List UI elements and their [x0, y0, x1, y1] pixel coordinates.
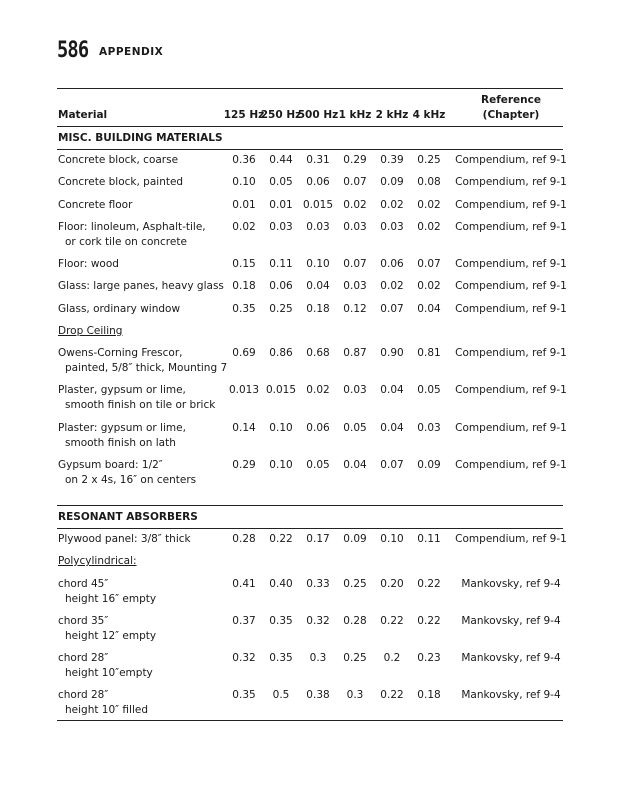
coefficient-cell: 0.90: [380, 347, 404, 359]
material-line: height 12″ empty: [65, 630, 157, 642]
coefficient-cell: 0.10: [306, 258, 330, 270]
coefficient-cell: 0.22: [417, 615, 441, 627]
coefficient-cell: 0.06: [269, 280, 293, 292]
coefficient-cell: 0.32: [306, 615, 330, 627]
coefficient-cell: 0.04: [343, 459, 367, 471]
coefficient-cell: 0.11: [269, 258, 293, 270]
reference-cell: Compendium, ref 9-1: [455, 154, 567, 166]
material-cell: [58, 198, 132, 213]
coefficient-cell: 0.28: [232, 533, 256, 545]
material-line: smooth finish on tile or brick: [65, 399, 216, 411]
table-rule: [57, 126, 563, 127]
coefficient-cell: 0.03: [343, 280, 367, 292]
coefficient-cell: 0.015: [302, 199, 334, 211]
coefficient-cell: 0.18: [306, 303, 330, 315]
coefficient-cell: 0.69: [232, 347, 256, 359]
coefficient-cell: 0.44: [269, 154, 293, 166]
coefficient-cell: 0.10: [380, 533, 404, 545]
coefficient-cell: 0.05: [343, 422, 367, 434]
reference-cell: Compendium, ref 9-1: [455, 258, 567, 270]
coefficient-cell: 0.35: [232, 689, 256, 701]
running-head: APPENDIX: [99, 46, 164, 58]
coefficient-cell: 0.10: [269, 422, 293, 434]
coefficient-cell: 0.03: [343, 221, 367, 233]
page-number: 586: [57, 38, 89, 63]
freq-header: 1 kHz: [338, 109, 372, 121]
coefficient-cell: 0.36: [232, 154, 256, 166]
material-line: Gypsum board: 1/2″: [58, 459, 163, 471]
freq-header: 4 kHz: [412, 109, 446, 121]
material-line: Concrete block, painted: [58, 176, 184, 188]
coefficient-cell: 0.25: [269, 303, 293, 315]
reference-cell: Compendium, ref 9-1: [455, 384, 567, 396]
coefficient-cell: 0.35: [269, 615, 293, 627]
material-cell: [58, 175, 183, 190]
coefficient-cell: 0.11: [417, 533, 441, 545]
material-cell: [58, 383, 215, 413]
material-cell: [58, 153, 178, 168]
coefficient-cell: 0.09: [343, 533, 367, 545]
reference-cell: Compendium, ref 9-1: [455, 422, 567, 434]
coefficient-cell: 0.10: [269, 459, 293, 471]
freq-header: 125 Hz: [223, 109, 265, 121]
material-line: painted, 5/8″ thick, Mounting 7: [65, 362, 228, 374]
coefficient-cell: 0.07: [380, 459, 404, 471]
subheading: Polycylindrical:: [58, 555, 137, 567]
coefficient-cell: 0.25: [343, 652, 367, 664]
coefficient-cell: 0.03: [306, 221, 330, 233]
material-line: Glass, ordinary window: [58, 303, 181, 315]
coefficient-cell: 0.02: [417, 280, 441, 292]
material-line: height 10″ filled: [65, 704, 149, 716]
coefficient-cell: 0.12: [343, 303, 367, 315]
coefficient-cell: 0.68: [306, 347, 330, 359]
section-title: MISC. BUILDING MATERIALS: [58, 132, 223, 144]
material-cell: [58, 458, 196, 488]
coefficient-cell: 0.35: [232, 303, 256, 315]
coefficient-cell: 0.87: [343, 347, 367, 359]
reference-cell: Compendium, ref 9-1: [455, 280, 567, 292]
material-line: Owens-Corning Frescor,: [58, 347, 183, 359]
coefficient-cell: 0.05: [306, 459, 330, 471]
coefficient-cell: 0.06: [306, 422, 330, 434]
section-title: RESONANT ABSORBERS: [58, 511, 198, 523]
coefficient-cell: 0.01: [269, 199, 293, 211]
coefficient-cell: 0.37: [232, 615, 256, 627]
coefficient-cell: 0.015: [265, 384, 297, 396]
material-cell: [58, 614, 156, 644]
coefficient-cell: 0.29: [343, 154, 367, 166]
coefficient-cell: 0.07: [343, 176, 367, 188]
coefficient-cell: 0.09: [417, 459, 441, 471]
material-cell: [58, 688, 148, 718]
material-line: Floor: linoleum, Asphalt-tile,: [58, 221, 206, 233]
freq-header: 250 Hz: [260, 109, 302, 121]
coefficient-cell: 0.02: [417, 199, 441, 211]
material-cell: [58, 421, 186, 451]
coefficient-cell: 0.33: [306, 578, 330, 590]
coefficient-cell: 0.05: [417, 384, 441, 396]
material-line: chord 28″: [58, 652, 109, 664]
coefficient-cell: 0.25: [343, 578, 367, 590]
material-cell: [58, 577, 156, 607]
coefficient-cell: 0.35: [269, 652, 293, 664]
reference-cell: Compendium, ref 9-1: [455, 221, 567, 233]
material-line: chord 35″: [58, 615, 109, 627]
reference-cell: Mankovsky, ref 9-4: [461, 578, 561, 590]
coefficient-cell: 0.09: [380, 176, 404, 188]
coefficient-cell: 0.81: [417, 347, 441, 359]
material-line: smooth finish on lath: [65, 437, 176, 449]
material-line: height 16″ empty: [65, 593, 157, 605]
coefficient-cell: 0.01: [232, 199, 256, 211]
coefficient-cell: 0.18: [232, 280, 256, 292]
freq-header: 2 kHz: [375, 109, 409, 121]
table-rule: [57, 528, 563, 529]
material-line: Plaster, gypsum or lime,: [58, 384, 186, 396]
coefficient-cell: 0.86: [269, 347, 293, 359]
material-line: chord 45″: [58, 578, 109, 590]
table-rule: [57, 505, 563, 506]
coefficient-cell: 0.22: [269, 533, 293, 545]
material-cell: [58, 257, 119, 272]
material-line: Glass: large panes, heavy glass: [58, 280, 224, 292]
coefficient-cell: 0.20: [380, 578, 404, 590]
coefficient-cell: 0.04: [306, 280, 330, 292]
material-cell: [58, 302, 180, 317]
coefficient-cell: 0.22: [417, 578, 441, 590]
coefficient-cell: 0.10: [232, 176, 256, 188]
coefficient-cell: 0.07: [380, 303, 404, 315]
reference-header-line1: Reference: [480, 94, 542, 106]
coefficient-cell: 0.5: [272, 689, 290, 701]
coefficient-cell: 0.03: [269, 221, 293, 233]
freq-header: 500 Hz: [297, 109, 339, 121]
coefficient-cell: 0.29: [232, 459, 256, 471]
coefficient-cell: 0.18: [417, 689, 441, 701]
coefficient-cell: 0.02: [417, 221, 441, 233]
coefficient-cell: 0.013: [228, 384, 260, 396]
coefficient-cell: 0.22: [380, 689, 404, 701]
coefficient-cell: 0.22: [380, 615, 404, 627]
coefficient-cell: 0.28: [343, 615, 367, 627]
coefficient-cell: 0.02: [380, 280, 404, 292]
coefficient-cell: 0.04: [417, 303, 441, 315]
material-line: Concrete block, coarse: [58, 154, 179, 166]
coefficient-cell: 0.02: [232, 221, 256, 233]
coefficient-cell: 0.02: [343, 199, 367, 211]
coefficient-cell: 0.07: [343, 258, 367, 270]
material-cell: [58, 651, 153, 681]
reference-cell: Mankovsky, ref 9-4: [461, 652, 561, 664]
coefficient-cell: 0.03: [417, 422, 441, 434]
reference-cell: Compendium, ref 9-1: [455, 176, 567, 188]
coefficient-cell: 0.40: [269, 578, 293, 590]
reference-cell: Compendium, ref 9-1: [455, 199, 567, 211]
coefficient-cell: 0.03: [380, 221, 404, 233]
table-rule: [57, 88, 563, 89]
coefficient-cell: 0.02: [306, 384, 330, 396]
reference-cell: Compendium, ref 9-1: [455, 347, 567, 359]
reference-cell: Compendium, ref 9-1: [455, 303, 567, 315]
reference-cell: Mankovsky, ref 9-4: [461, 689, 561, 701]
coefficient-cell: 0.41: [232, 578, 256, 590]
coefficient-cell: 0.23: [417, 652, 441, 664]
reference-cell: Compendium, ref 9-1: [455, 533, 567, 545]
coefficient-cell: 0.06: [306, 176, 330, 188]
material-cell: [58, 279, 224, 294]
coefficient-cell: 0.39: [380, 154, 404, 166]
coefficient-cell: 0.08: [417, 176, 441, 188]
material-line: or cork tile on concrete: [65, 236, 187, 248]
coefficient-cell: 0.02: [380, 199, 404, 211]
coefficient-cell: 0.32: [232, 652, 256, 664]
material-header: Material: [58, 109, 108, 121]
table-rule: [57, 720, 563, 721]
material-cell: [58, 220, 206, 250]
material-line: Plywood panel: 3/8″ thick: [58, 533, 191, 545]
reference-header-line2: (Chapter): [482, 109, 540, 121]
coefficient-cell: 0.17: [306, 533, 330, 545]
coefficient-cell: 0.04: [380, 384, 404, 396]
coefficient-cell: 0.31: [306, 154, 330, 166]
coefficient-cell: 0.38: [306, 689, 330, 701]
coefficient-cell: 0.15: [232, 258, 256, 270]
coefficient-cell: 0.03: [343, 384, 367, 396]
coefficient-cell: 0.14: [232, 422, 256, 434]
material-cell: [58, 346, 227, 376]
reference-cell: Mankovsky, ref 9-4: [461, 615, 561, 627]
coefficient-cell: 0.07: [417, 258, 441, 270]
coefficient-cell: 0.05: [269, 176, 293, 188]
reference-cell: Compendium, ref 9-1: [455, 459, 567, 471]
coefficient-cell: 0.06: [380, 258, 404, 270]
material-line: chord 28″: [58, 689, 109, 701]
material-line: height 10″empty: [65, 667, 153, 679]
subheading: Drop Ceiling: [58, 325, 123, 337]
coefficient-cell: 0.04: [380, 422, 404, 434]
coefficient-cell: 0.25: [417, 154, 441, 166]
material-cell: [58, 532, 191, 547]
material-line: Concrete floor: [58, 199, 133, 211]
material-line: on 2 x 4s, 16″ on centers: [65, 474, 197, 486]
table-rule: [57, 149, 563, 150]
material-line: Plaster: gypsum or lime,: [58, 422, 186, 434]
material-line: Floor: wood: [58, 258, 119, 270]
coefficient-cell: 0.3: [346, 689, 364, 701]
coefficient-cell: 0.3: [309, 652, 327, 664]
coefficient-cell: 0.2: [383, 652, 401, 664]
